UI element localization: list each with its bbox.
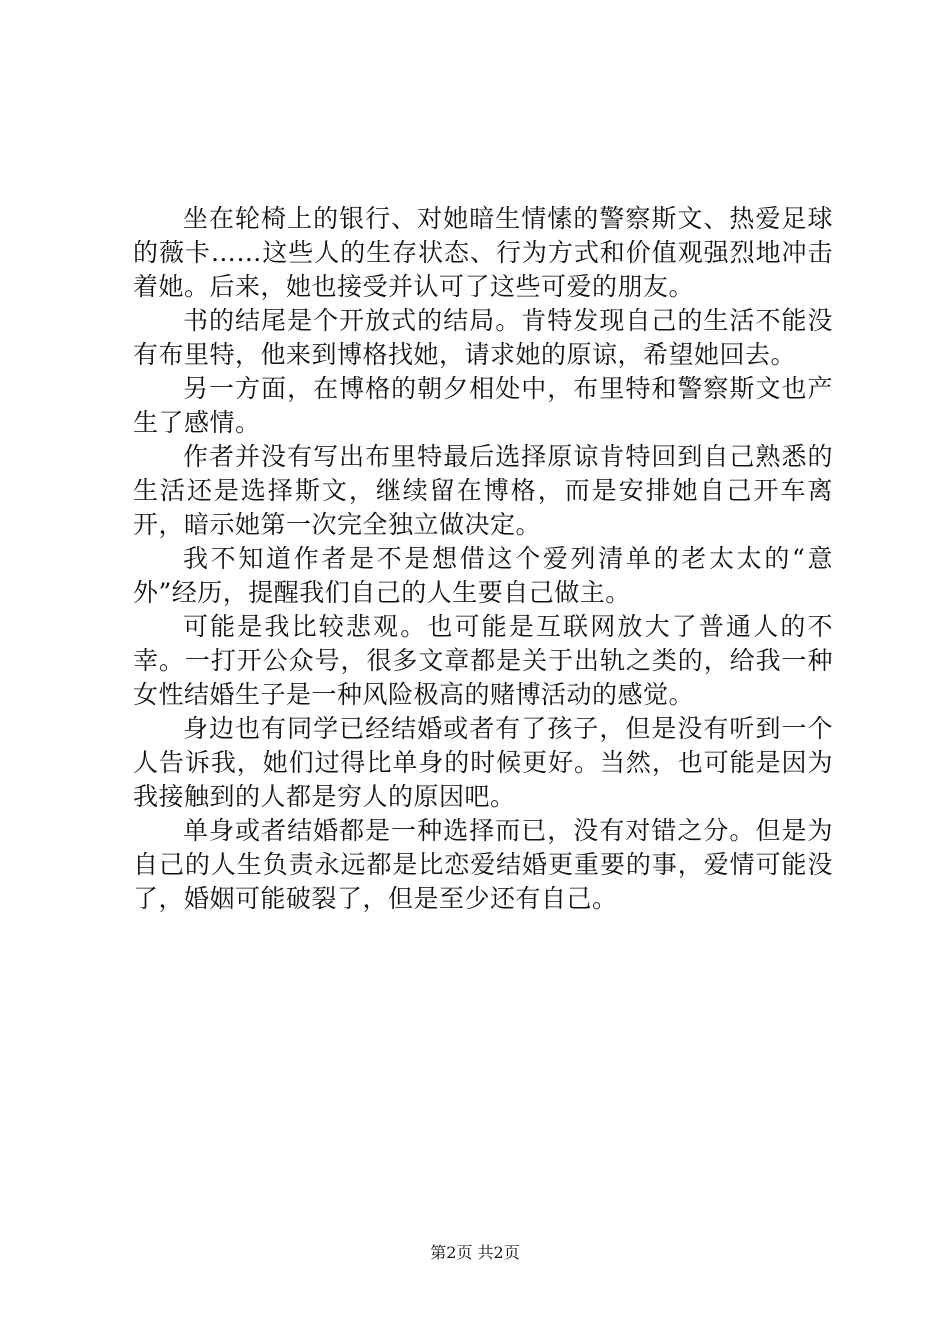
paragraph-8: 单身或者结婚都是一种选择而已，没有对错之分。但是为自己的人生负责永远都是比恋爱结婚更重要的事，爱情可能没了，婚姻可能破裂了，但是至少还有自己。 [133, 816, 833, 913]
paragraph-7: 身边也有同学已经结婚或者有了孩子，但是没有听到一个人告诉我，她们过得比单身的时候更好。当然，也可能是因为我接触到的人都是穷人的原因吧。 [133, 714, 833, 811]
body-text [133, 202, 833, 916]
paragraph-3: 另一方面，在博格的朝夕相处中，布里特和警察斯文也产生了感情。 [133, 374, 833, 437]
paragraph-2: 书的结尾是个开放式的结局。肯特发现自己的生活不能没有布里特，他来到博格找她，请求她的原谅，希望她回去。 [133, 306, 833, 369]
paragraph-4: 作者并没有写出布里特最后选择原谅肯特回到自己熟悉的生活还是选择斯文，继续留在博格，而是安排她自己开车离开，暗示她第一次完全独立做决定。 [133, 442, 833, 539]
paragraph-5: 我不知道作者是不是想借这个爱列清单的老太太的“意外”经历，提醒我们自己的人生要自己做主。 [133, 544, 833, 607]
paragraph-6: 可能是我比较悲观。也可能是互联网放大了普通人的不幸。一打开公众号，很多文章都是关于出轨之类的，给我一种女性结婚生子是一种风险极高的赌博活动的感觉。 [133, 612, 833, 709]
paragraph-1: 坐在轮椅上的银行、对她暗生情愫的警察斯文、热爱足球的薇卡……这些人的生存状态、行为方式和价值观强烈地冲击着她。后来，她也接受并认可了这些可爱的朋友。 [133, 204, 833, 301]
page-footer: 第2页 共2页 [430, 1243, 520, 1262]
